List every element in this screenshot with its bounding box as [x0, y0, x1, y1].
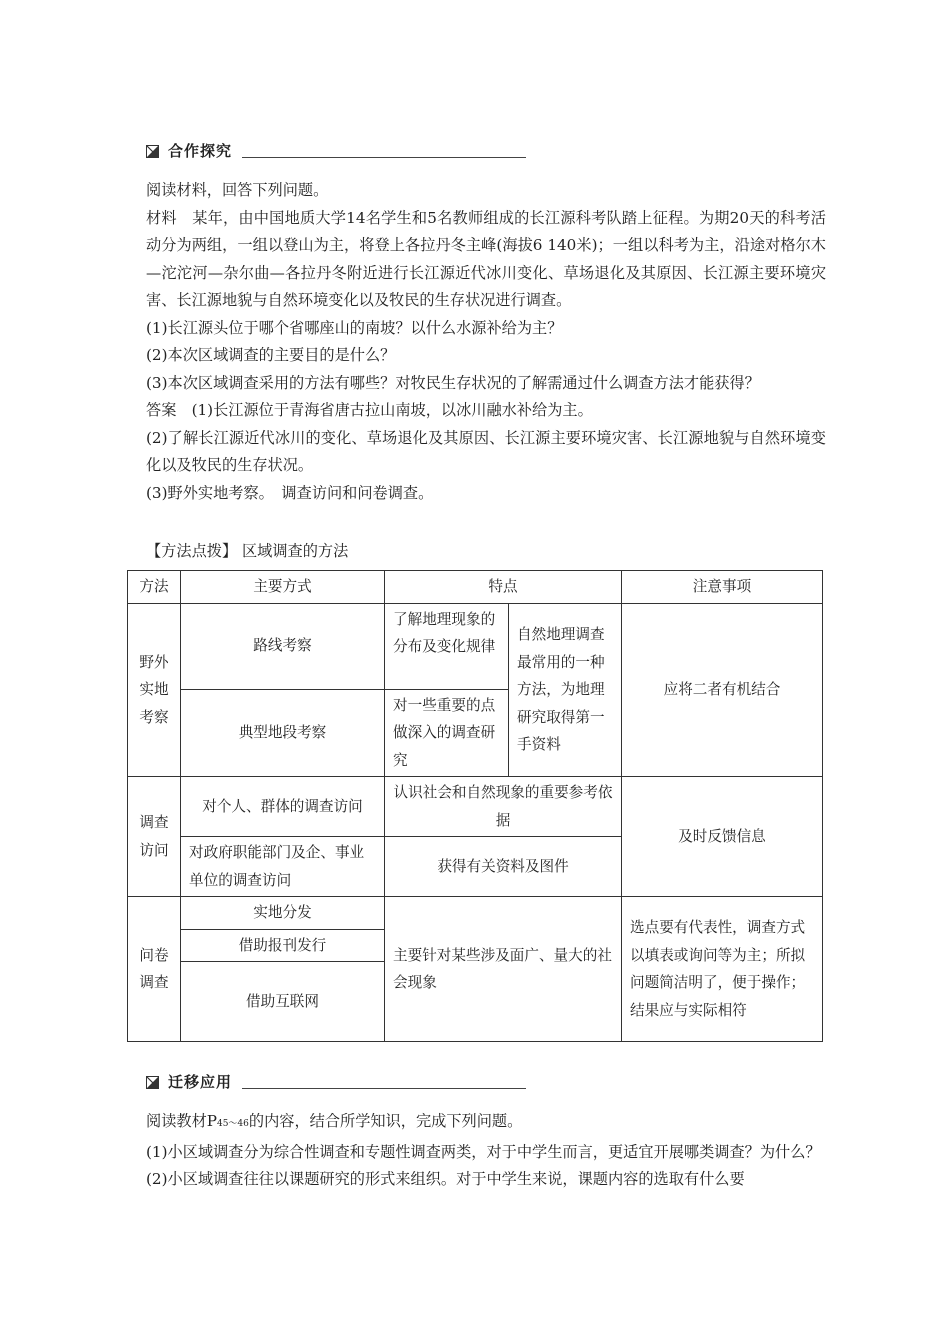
- method-title: 【方法点拨】 区域调查的方法: [146, 542, 349, 560]
- way-newspaper: 借助报刊发行: [181, 929, 385, 962]
- answer-2: (2)了解长江源近代冰川的变化、草场退化及其原因、长江源主要环境灾害、长江源地貌与自然环境变化以及牧民的生存状况。: [146, 428, 826, 474]
- feature-survey: 主要针对某些涉及面广、量大的社会现象: [385, 897, 622, 1042]
- methods-table: [127, 570, 823, 1042]
- feature-field-common: 自然地理调查最常用的一种方法，为地理研究取得第一手资料: [509, 603, 622, 777]
- method-survey: 问卷调查: [128, 897, 181, 1042]
- material-text: 材料 某年，由中国地质大学14名学生和5名教师组成的长江源科考队踏上征程。为期20天的科考活动分为两组，一组以登山为主，将登上各拉丹冬主峰(海拔6 140米)；一组以科考为主，沿途对格尔木—沱沱河—杂尔曲—各拉丹冬附近进行长江源近代冰川变化、草场退化及其原因、长江源主要环境灾害、长江源地貌与自然环境变化以及牧民的生存状况进行调查。: [146, 208, 826, 309]
- header-method: 方法: [128, 571, 181, 604]
- section-rule: [242, 157, 526, 158]
- way-internet: 借助互联网: [181, 962, 385, 1042]
- note-field: 应将二者有机结合: [622, 603, 823, 777]
- page-range: 45～46: [216, 1119, 249, 1129]
- header-feature: 特点: [385, 571, 622, 604]
- table-row: [128, 897, 823, 930]
- method-field: 野外实地考察: [128, 603, 181, 777]
- method-interview: 调查访问: [128, 777, 181, 897]
- question-3: (3)本次区域调查采用的方法有哪些？对牧民生存状况的了解需通过什么调查方法才能获得？: [146, 373, 760, 392]
- header-note: 注意事项: [622, 571, 823, 604]
- apply-intro-a: 阅读教材P: [146, 1112, 217, 1130]
- header-way: 主要方式: [181, 571, 385, 604]
- feature-route: 了解地理现象的分布及变化规律: [385, 603, 509, 689]
- note-survey: 选点要有代表性，调查方式以填表或询问等为主；所拟问题简洁明了，便于操作；结果应与实际相符: [622, 897, 823, 1042]
- table-row: [128, 603, 823, 689]
- answer-3: (3)野外实地考察。 调查访问和问卷调查。: [146, 483, 434, 502]
- way-individual: 对个人、群体的调查访问: [181, 777, 385, 837]
- question-2: (2)本次区域调查的主要目的是什么？: [146, 346, 396, 364]
- feature-interview-2: 获得有关资料及图件: [385, 837, 622, 897]
- way-government: 对政府职能部门及企、事业单位的调查访问: [181, 837, 385, 897]
- way-onsite: 实地分发: [181, 897, 385, 930]
- section-title: 合作探究: [168, 142, 233, 160]
- section-heading-application: [146, 1071, 526, 1092]
- apply-intro: [146, 1108, 826, 1139]
- note-interview: 及时反馈信息: [622, 777, 823, 897]
- section-marker-icon: [146, 145, 159, 158]
- apply-question-2: (2)小区域调查往往以课题研究的形式来组织。对于中学生来说，课题内容的选取有什么要: [146, 1170, 745, 1188]
- feature-typical: 对一些重要的点做深入的调查研究: [385, 689, 509, 777]
- way-typical: 典型地段考察: [181, 689, 385, 777]
- intro-text: 阅读材料，回答下列问题。: [146, 181, 329, 199]
- way-route: 路线考察: [181, 603, 385, 689]
- question-1: (1)长江源头位于哪个省哪座山的南坡？以什么水源补给为主？: [146, 318, 563, 337]
- section-heading-cooperation: [146, 140, 526, 161]
- section-marker-icon: [146, 1076, 159, 1089]
- answer-1: 答案 (1)长江源位于青海省唐古拉山南坡，以冰川融水补给为主。: [146, 401, 593, 419]
- apply-intro-b: 的内容，结合所学知识，完成下列问题。: [248, 1112, 523, 1130]
- table-row: [128, 777, 823, 837]
- table-header-row: [128, 571, 823, 604]
- cooperation-body: [146, 177, 826, 507]
- feature-interview-1: 认识社会和自然现象的重要参考依据: [385, 777, 622, 837]
- apply-question-1: (1)小区域调查分为综合性调查和专题性调查两类，对于中学生而言，更适宜开展哪类调查？为什么？: [146, 1142, 821, 1161]
- section-rule: [242, 1088, 526, 1089]
- application-body: [146, 1108, 826, 1194]
- section-title: 迁移应用: [168, 1073, 233, 1091]
